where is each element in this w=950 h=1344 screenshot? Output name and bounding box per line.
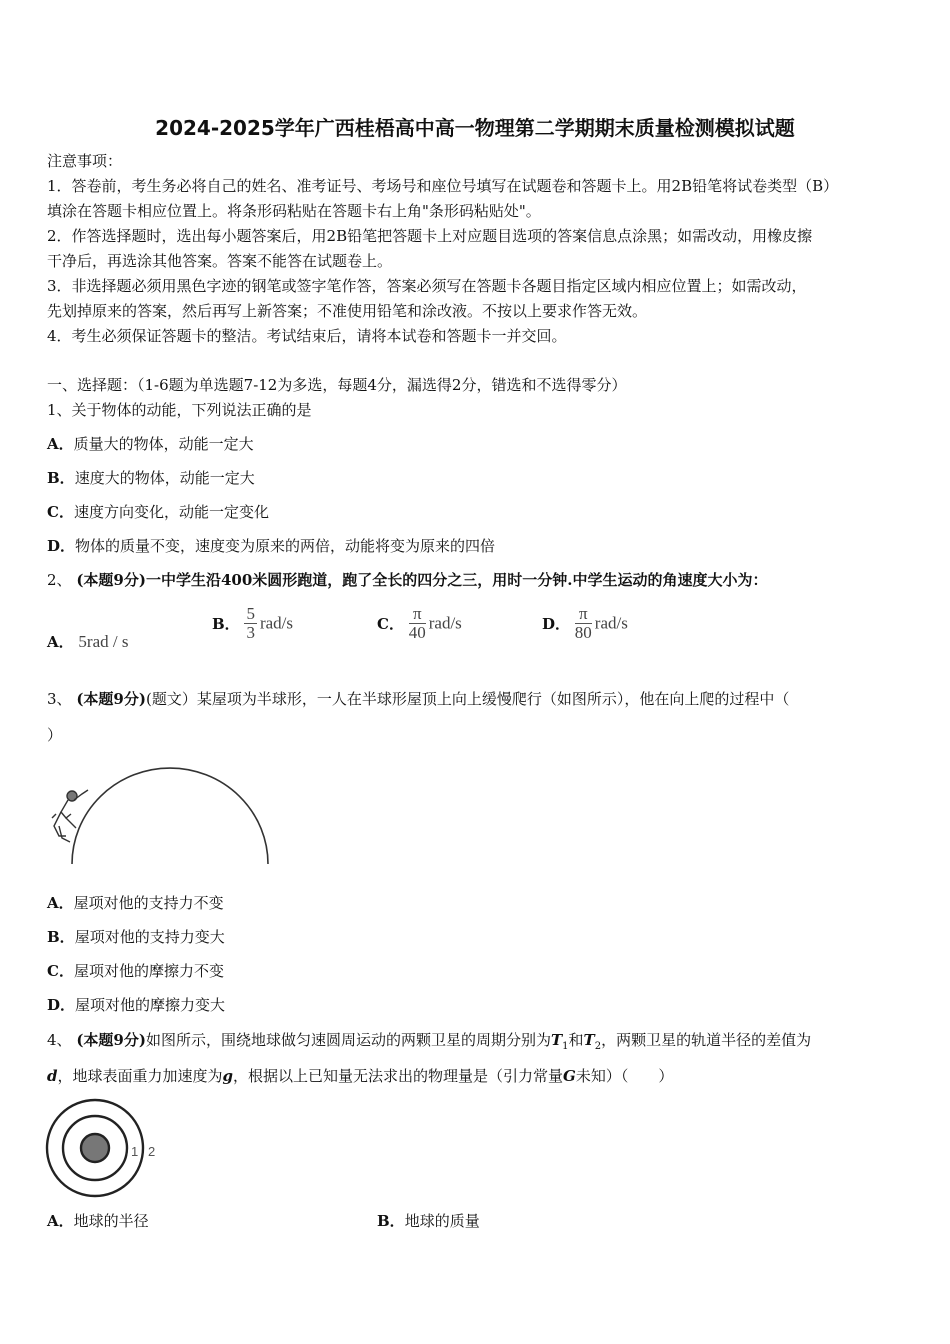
question-text: 如图所示，围绕地球做匀速圆周运动的两颗卫星的周期分别为 (145, 1031, 551, 1049)
option-text: 屋项对他的支持力变大 (74, 928, 225, 946)
option-label: C． (47, 962, 74, 980)
hemisphere-roof (72, 768, 268, 864)
denominator: 40 (408, 623, 426, 642)
orbit-label-2: 2 (148, 1144, 156, 1159)
option-text: 物体的质量不变，速度变为原来的两倍，动能将变为原来的四倍 (75, 537, 496, 555)
option-label: C． (47, 503, 74, 521)
option-label: A． (47, 1212, 74, 1230)
question-number: 4、 (47, 1031, 72, 1049)
q3-option-d (47, 995, 225, 1015)
option-label: C． (377, 615, 404, 633)
option-text: 地球的半径 (73, 1212, 149, 1230)
option-text: 速度方向变化，动能一定变化 (73, 503, 269, 521)
dome-roof-figure (44, 756, 274, 868)
symbol-t1: T (550, 1031, 563, 1049)
denominator: 80 (574, 623, 592, 642)
option-expression: 5rad / s (78, 632, 129, 651)
q3-option-c (47, 961, 224, 981)
orbit-figure (42, 1096, 172, 1200)
option-text: 速度大的物体，动能一定大 (74, 469, 255, 487)
notice-line: 填涂在答题卡相应位置上。将条形码粘贴在答题卡右上角"条形码粘贴处"。 (47, 202, 541, 220)
q1-option-b (47, 468, 255, 488)
q2-option-a (47, 631, 128, 652)
notice-line: 先划掉原来的答案，然后再写上新答案；不准使用铅笔和涂改液。不按以上要求作答无效。 (47, 302, 648, 320)
question-text: ，地球表面重力加速度为 (57, 1067, 223, 1085)
unit: rad/s (428, 613, 462, 633)
question-tag: (本题9分) (76, 571, 146, 589)
q2-option-b (212, 605, 293, 642)
question-tag: (本题9分) (76, 1031, 146, 1049)
q2-option-d (542, 605, 628, 642)
fraction (244, 605, 257, 642)
q2-option-c (377, 605, 462, 642)
unit: rad/s (259, 613, 294, 633)
q3-option-a (47, 893, 224, 913)
option-text: 地球的质量 (404, 1212, 480, 1230)
question-text: ，根据以上已知量无法求出的物理量是（引力常量 (233, 1067, 564, 1085)
fraction (409, 605, 426, 642)
section-heading: 一、选择题：（1-6题为单选题7-12为多选，每题4分，漏选得2分，错选和不选得零分） (47, 376, 627, 394)
question-4-stem (47, 1030, 811, 1057)
question-text: ，两颗卫星的轨道半径的差值为 (601, 1031, 812, 1049)
symbol-g: g (222, 1067, 234, 1085)
option-label: D． (47, 996, 76, 1014)
notice-line: 4．考生必须保证答题卡的整洁。考试结束后，请将本试卷和答题卡一并交回。 (47, 327, 567, 345)
option-label: B． (212, 615, 240, 633)
option-label: B． (47, 928, 75, 946)
question-text: (题文）某屋项为半球形，一人在半球形屋顶上向上缓慢爬行（如图所示），他在向上爬的过程中（ (145, 690, 790, 708)
subscript: 2 (594, 1041, 602, 1052)
option-label: A． (47, 633, 74, 651)
option-text: 质量大的物体，动能一定大 (73, 435, 254, 453)
option-label: B． (377, 1212, 405, 1230)
question-tag: (本题9分) (76, 690, 146, 708)
subscript: 1 (562, 1041, 569, 1052)
option-label: A． (47, 894, 74, 912)
notice-line: 3．非选择题必须用黑色字迹的钢笔或签字笔作答，答案必须写在答题卡各题目指定区域内相应位置上；如需改动， (47, 277, 807, 295)
climber-figure (52, 790, 88, 842)
numerator: π (409, 605, 426, 624)
symbol-G: G (563, 1067, 576, 1085)
question-2-stem (47, 570, 768, 590)
unit: rad/s (594, 613, 628, 633)
q3-option-b (47, 927, 225, 947)
numerator: π (575, 605, 592, 624)
question-3-stem-cont: ） (47, 726, 63, 744)
q1-option-d (47, 536, 495, 556)
denominator: 3 (246, 623, 255, 642)
question-3-stem (47, 689, 789, 709)
question-text: 一中学生沿400米圆形跑道，跑了全长的四分之三，用时一分钟.中学生运动的角速度大小为： (145, 571, 768, 589)
q1-option-c (47, 502, 269, 522)
q1-option-a (47, 434, 254, 454)
question-text: 和 (568, 1031, 584, 1049)
option-text: 屋项对他的摩擦力变大 (75, 996, 226, 1014)
option-text: 屋项对他的摩擦力不变 (73, 962, 224, 980)
earth (81, 1134, 109, 1162)
question-text: 未知）（ ） (575, 1067, 674, 1085)
option-label: B． (47, 469, 75, 487)
notice-heading: 注意事项： (47, 152, 123, 170)
notice-line: 2．作答选择题时，选出每小题答案后，用2B铅笔把答题卡上对应题目选项的答案信息点涂黑；如需改动，用橡皮擦 (47, 227, 813, 245)
option-label: A． (47, 435, 74, 453)
option-label: D． (542, 615, 571, 633)
q4-option-a (47, 1211, 149, 1231)
orbit-label-1: 1 (131, 1144, 139, 1159)
fraction (575, 605, 592, 642)
option-label: D． (47, 537, 76, 555)
question-number: 2、 (47, 571, 72, 589)
question-1-stem: 1、关于物体的动能，下列说法正确的是 (47, 401, 312, 419)
notice-line: 干净后，再选涂其他答案。答案不能答在试题卷上。 (47, 252, 393, 270)
symbol-d: d (47, 1067, 58, 1085)
notice-line: 1．答卷前，考生务必将自己的姓名、准考证号、考场号和座位号填写在试题卷和答题卡上。用2B铅笔将试卷类型（B） (47, 177, 839, 195)
page-title: 2024-2025学年广西桂梧高中高一物理第二学期期末质量检测模拟试题 (155, 116, 795, 140)
question-number: 3、 (47, 690, 72, 708)
numerator: 5 (246, 604, 255, 623)
question-4-stem-cont (47, 1066, 673, 1086)
q4-option-b (377, 1211, 480, 1231)
symbol-t2: T (583, 1031, 595, 1049)
option-text: 屋项对他的支持力不变 (73, 894, 224, 912)
